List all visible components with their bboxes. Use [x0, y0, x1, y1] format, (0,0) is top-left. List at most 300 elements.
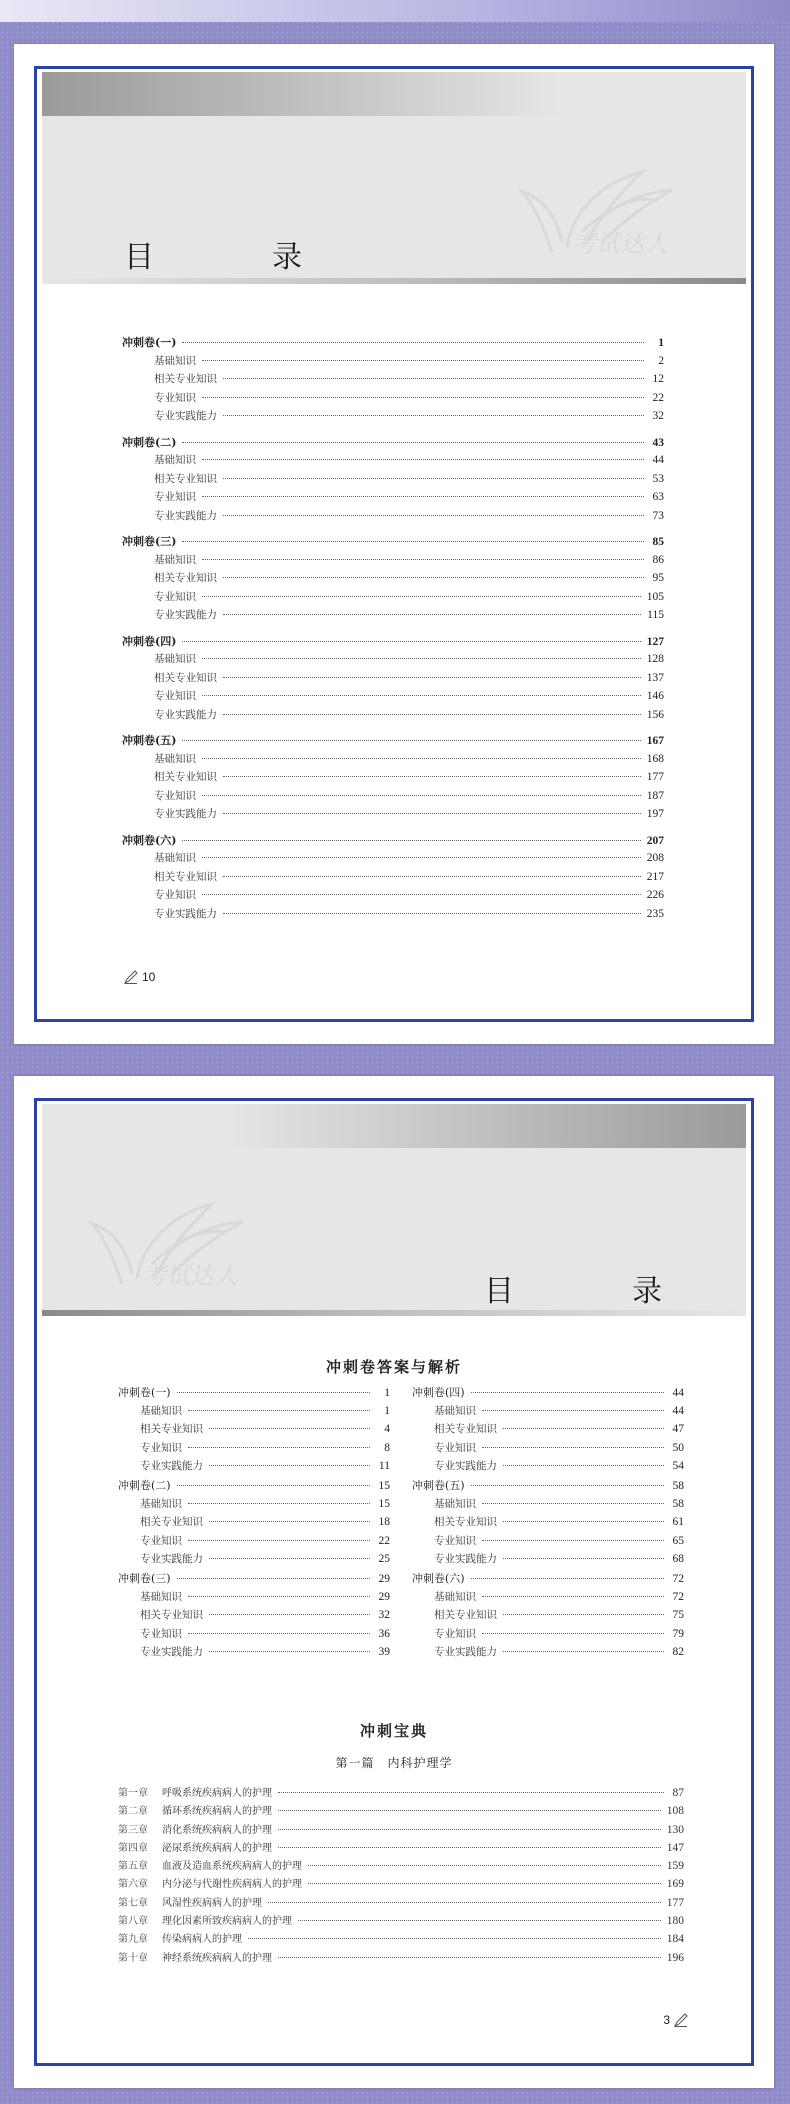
leader-dots	[223, 515, 644, 516]
toc-entry-label: 消化系统疾病病人的护理	[162, 1824, 272, 1836]
toc-entry-page: 156	[646, 708, 664, 721]
toc-entry-page: 115	[647, 609, 664, 621]
toc-entry-label: 基础知识	[140, 1404, 182, 1417]
toc-group-entry[interactable]	[122, 633, 664, 652]
leader-dots	[471, 1392, 664, 1393]
leader-dots	[223, 378, 644, 379]
chapter-number: 第六章	[118, 1879, 148, 1891]
leader-dots	[177, 1392, 370, 1393]
toc-entry-label: 基础知识	[434, 1497, 476, 1510]
toc-sub-entry[interactable]	[122, 906, 664, 925]
leader-dots	[202, 397, 644, 398]
part-title: 第一篇 内科护理学	[335, 1756, 453, 1770]
toc-entry-page: 105	[646, 590, 664, 603]
leader-dots	[503, 1614, 664, 1615]
leader-dots	[202, 894, 641, 895]
toc-entry-page: 1	[384, 1387, 390, 1399]
toc-entry-page: 32	[378, 1609, 390, 1622]
toc-sub-entry[interactable]	[122, 570, 664, 589]
leader-dots	[223, 577, 644, 578]
toc-entry-label: 相关专业知识	[140, 1516, 203, 1529]
leader-dots	[182, 342, 644, 343]
table-of-contents	[122, 334, 664, 924]
leader-dots	[202, 559, 644, 560]
toc-entry-label: 基础知识	[434, 1404, 476, 1417]
toc-entry-label: 相关专业知识	[434, 1516, 497, 1529]
toc-entry-label: 基础知识	[140, 1497, 182, 1510]
chapter-entry[interactable]	[118, 1875, 684, 1893]
toc-entry-label: 基础知识	[154, 852, 196, 864]
toc-entry-label: 泌尿系统疾病病人的护理	[162, 1842, 272, 1854]
toc-entry-page: 177	[646, 771, 664, 783]
toc-sub-entry[interactable]	[122, 688, 664, 707]
header-gradient-bar	[42, 72, 562, 116]
toc-sub-entry[interactable]	[412, 1533, 684, 1552]
leader-dots	[209, 1428, 370, 1429]
toc-entry-page: 147	[666, 1841, 684, 1854]
leader-dots	[182, 442, 644, 443]
leader-dots	[503, 1428, 664, 1429]
toc-entry-page: 72	[672, 1590, 684, 1603]
toc-entry-label: 相关专业知识	[154, 771, 217, 783]
toc-sub-entry[interactable]	[412, 1551, 684, 1570]
toc-entry-page: 87	[672, 1787, 684, 1799]
toc-entry-page: 4	[384, 1423, 390, 1436]
toc-entry-page: 11	[378, 1460, 390, 1473]
leader-dots	[188, 1410, 370, 1411]
toc-entry-page: 58	[672, 1479, 684, 1492]
toc-entry-page: 79	[672, 1627, 684, 1640]
toc-sub-entry[interactable]	[122, 508, 664, 527]
toc-entry-label: 冲刺卷(二)	[118, 1478, 171, 1492]
toc-entry-page: 75	[672, 1609, 684, 1622]
toc-entry-label: 基础知识	[154, 752, 196, 765]
toc-sub-entry[interactable]	[412, 1514, 684, 1533]
chapter-entry[interactable]	[118, 1857, 684, 1875]
leader-dots	[278, 1810, 661, 1811]
answers-toc	[118, 1384, 684, 1663]
leader-dots	[202, 596, 641, 597]
toc-entry-label: 专业实践能力	[154, 509, 217, 522]
toc-sub-entry[interactable]	[122, 552, 664, 571]
toc-entry-label: 基础知识	[154, 553, 196, 566]
leader-dots	[268, 1902, 661, 1903]
toc-entry-page: 15	[378, 1479, 390, 1492]
wing-logo-icon	[82, 1194, 282, 1304]
toc-sub-entry[interactable]	[118, 1514, 390, 1533]
page-header	[42, 72, 746, 284]
toc-entry-page: 25	[378, 1553, 390, 1566]
chapter-number: 第一章	[118, 1788, 148, 1799]
toc-entry-label: 基础知识	[154, 354, 196, 367]
toc-group-entry[interactable]	[412, 1570, 684, 1589]
leader-dots	[223, 415, 644, 416]
toc-entry-label: 冲刺卷(六)	[412, 1571, 465, 1585]
leader-dots	[182, 541, 644, 542]
toc-entry-page: 12	[652, 373, 664, 385]
toc-sub-entry[interactable]	[122, 589, 664, 608]
toc-entry-label: 冲刺卷(五)	[122, 734, 177, 747]
chapter-entry[interactable]	[118, 1930, 684, 1948]
toc-sub-entry[interactable]	[122, 887, 664, 906]
toc-sub-entry[interactable]	[118, 1458, 390, 1477]
logo-text: 考试达人	[572, 230, 668, 258]
leader-dots	[482, 1410, 664, 1411]
logo-text: 考试达人	[142, 1262, 238, 1290]
chapter-entry[interactable]	[118, 1839, 684, 1857]
toc-entry-label: 专业知识	[154, 491, 196, 503]
toc-sub-entry[interactable]	[118, 1589, 390, 1608]
leader-dots	[482, 1503, 664, 1504]
answers-toc-left-column	[118, 1384, 390, 1663]
leader-dots	[209, 1651, 370, 1652]
leader-dots	[209, 1614, 370, 1615]
leader-dots	[278, 1792, 664, 1793]
toc-entry-label: 传染病病人的护理	[162, 1934, 242, 1946]
toc-entry-label: 冲刺卷(三)	[122, 535, 177, 548]
chapter-entry[interactable]	[118, 1949, 684, 1967]
toc-entry-label: 风湿性疾病病人的护理	[162, 1897, 262, 1909]
toc-entry-label: 相关专业知识	[154, 870, 217, 883]
toc-entry-label: 基础知识	[140, 1590, 182, 1603]
toc-group-entry[interactable]	[122, 434, 664, 453]
toc-entry-label: 相关专业知识	[434, 1423, 497, 1436]
leader-dots	[503, 1558, 664, 1559]
toc-sub-entry[interactable]	[122, 869, 664, 888]
toc-group-entry[interactable]	[122, 832, 664, 851]
toc-sub-entry[interactable]	[118, 1421, 390, 1440]
leader-dots	[223, 614, 641, 615]
toc-entry-page: 8	[384, 1441, 390, 1454]
toc-sub-entry[interactable]	[118, 1607, 390, 1626]
leader-dots	[278, 1847, 661, 1848]
group-gap	[122, 825, 664, 832]
background-top-strip	[0, 0, 790, 22]
toc-page-2	[14, 1076, 774, 2088]
toc-entry-label: 专业实践能力	[434, 1646, 497, 1659]
header-bottom-bar	[42, 1310, 746, 1316]
toc-entry-label: 冲刺卷(一)	[122, 336, 177, 349]
toc-entry-label: 相关专业知识	[154, 472, 217, 485]
toc-group-entry[interactable]	[122, 533, 664, 552]
toc-entry-page: 68	[672, 1553, 684, 1566]
chapter-number: 第十章	[118, 1952, 148, 1964]
toc-sub-entry[interactable]	[122, 670, 664, 689]
toc-sub-entry[interactable]	[122, 408, 664, 427]
toc-sub-entry[interactable]	[412, 1403, 684, 1422]
leader-dots	[202, 459, 644, 460]
toc-group-entry[interactable]	[118, 1570, 390, 1589]
toc-sub-entry[interactable]	[122, 751, 664, 770]
toc-entry-label: 相关专业知识	[434, 1609, 497, 1622]
leader-dots	[503, 1465, 664, 1466]
toc-entry-label: 冲刺卷(一)	[118, 1386, 171, 1399]
toc-sub-entry[interactable]	[122, 390, 664, 409]
toc-entry-page: 208	[646, 852, 664, 864]
toc-sub-entry[interactable]	[412, 1626, 684, 1645]
leader-dots	[298, 1920, 661, 1921]
chapter-entry[interactable]	[118, 1784, 684, 1802]
toc-entry-page: 53	[652, 472, 664, 485]
toc-sub-entry[interactable]	[412, 1607, 684, 1626]
toc-entry-label: 基础知识	[434, 1590, 476, 1603]
leader-dots	[202, 795, 641, 796]
toc-entry-page: 44	[672, 1404, 684, 1417]
chapter-entry[interactable]	[118, 1912, 684, 1930]
toc-entry-page: 197	[646, 808, 664, 820]
chapter-entry[interactable]	[118, 1802, 684, 1820]
toc-entry-page: 50	[672, 1441, 684, 1454]
toc-entry-page: 39	[378, 1646, 390, 1659]
toc-sub-entry[interactable]	[412, 1458, 684, 1477]
leader-dots	[188, 1540, 370, 1541]
toc-entry-label: 专业知识	[434, 1441, 476, 1454]
toc-page-1	[14, 44, 774, 1044]
toc-sub-entry[interactable]	[412, 1589, 684, 1608]
toc-entry-label: 专业实践能力	[140, 1553, 203, 1566]
leader-dots	[188, 1447, 370, 1448]
toc-entry-page: 146	[646, 690, 664, 702]
leader-dots	[182, 641, 640, 642]
leader-dots	[248, 1938, 661, 1939]
toc-group-entry[interactable]	[122, 732, 664, 751]
group-gap	[122, 725, 664, 732]
toc-entry-label: 基础知识	[154, 653, 196, 665]
toc-group-entry[interactable]	[412, 1477, 684, 1496]
leader-dots	[482, 1447, 664, 1448]
toc-entry-page: 235	[646, 907, 664, 920]
toc-entry-label: 专业知识	[154, 789, 196, 802]
chapter-number: 第三章	[118, 1824, 148, 1836]
toc-sub-entry[interactable]	[412, 1440, 684, 1459]
leader-dots	[202, 496, 644, 497]
leader-dots	[223, 813, 641, 814]
toc-entry-label: 专业实践能力	[434, 1460, 497, 1473]
page-number	[663, 2013, 688, 2027]
toc-entry-label: 专业实践能力	[154, 609, 217, 621]
toc-entry-label: 专业知识	[154, 889, 196, 901]
page-number-text: 3	[663, 2013, 670, 2027]
leader-dots	[503, 1521, 664, 1522]
leader-dots	[223, 913, 641, 914]
answers-toc-right-column	[412, 1384, 684, 1663]
toc-entry-label: 专业知识	[434, 1534, 476, 1547]
toc-entry-page: 63	[652, 491, 664, 503]
toc-sub-entry[interactable]	[118, 1626, 390, 1645]
leader-dots	[471, 1485, 664, 1486]
toc-group-entry[interactable]	[118, 1384, 390, 1403]
toc-entry-page: 29	[378, 1572, 390, 1585]
toc-entry-page: 2	[658, 354, 664, 367]
leader-dots	[308, 1865, 661, 1866]
leader-dots	[223, 876, 641, 877]
group-gap	[122, 427, 664, 434]
chapter-list	[118, 1784, 684, 1967]
page-title: 目 录	[124, 240, 346, 275]
toc-group-entry[interactable]	[412, 1384, 684, 1403]
toc-entry-page: 130	[666, 1823, 684, 1836]
toc-group-entry[interactable]	[118, 1477, 390, 1496]
toc-entry-page: 86	[652, 553, 664, 566]
chapter-number: 第七章	[118, 1897, 148, 1909]
chapter-number: 第二章	[118, 1806, 148, 1818]
toc-entry-label: 专业知识	[140, 1441, 182, 1454]
toc-entry-page: 65	[672, 1534, 684, 1547]
leader-dots	[209, 1465, 370, 1466]
toc-entry-page: 44	[672, 1387, 684, 1399]
toc-entry-page: 44	[652, 454, 664, 466]
toc-entry-page: 22	[378, 1534, 390, 1547]
toc-entry-label: 专业实践能力	[140, 1646, 203, 1659]
chapter-number: 第九章	[118, 1934, 148, 1946]
toc-entry-label: 专业知识	[434, 1627, 476, 1640]
chapter-entry[interactable]	[118, 1894, 684, 1912]
toc-entry-page: 128	[646, 653, 664, 665]
toc-sub-entry[interactable]	[122, 489, 664, 508]
toc-entry-page: 15	[378, 1497, 390, 1510]
toc-entry-page: 58	[672, 1497, 684, 1510]
toc-sub-entry[interactable]	[122, 607, 664, 626]
toc-entry-label: 专业知识	[154, 391, 196, 404]
leader-dots	[209, 1558, 370, 1559]
toc-entry-page: 95	[652, 572, 664, 584]
group-gap	[122, 526, 664, 533]
toc-sub-entry[interactable]	[122, 806, 664, 825]
toc-sub-entry[interactable]	[412, 1421, 684, 1440]
pencil-icon	[124, 970, 138, 984]
page-number	[124, 970, 155, 984]
toc-entry-page: 85	[652, 536, 664, 548]
leader-dots	[482, 1596, 664, 1597]
leader-dots	[202, 658, 641, 659]
leader-dots	[223, 677, 641, 678]
toc-sub-entry[interactable]	[118, 1551, 390, 1570]
toc-entry-page: 61	[672, 1516, 684, 1529]
toc-sub-entry[interactable]	[122, 471, 664, 490]
leader-dots	[202, 857, 641, 858]
toc-entry-page: 226	[646, 889, 664, 901]
toc-entry-page: 47	[672, 1423, 684, 1436]
toc-sub-entry[interactable]	[122, 371, 664, 390]
leader-dots	[202, 758, 641, 759]
toc-entry-label: 冲刺卷(四)	[412, 1386, 465, 1399]
toc-sub-entry[interactable]	[122, 452, 664, 471]
toc-entry-label: 专业实践能力	[434, 1553, 497, 1566]
toc-entry-page: 82	[672, 1646, 684, 1659]
leader-dots	[503, 1651, 664, 1652]
toc-entry-label: 理化因素所致疾病病人的护理	[162, 1916, 292, 1928]
toc-entry-label: 冲刺卷(六)	[122, 833, 177, 847]
toc-entry-page: 177	[666, 1896, 684, 1909]
toc-sub-entry[interactable]	[118, 1440, 390, 1459]
toc-sub-entry[interactable]	[412, 1496, 684, 1515]
toc-sub-entry[interactable]	[122, 707, 664, 726]
toc-entry-page: 169	[666, 1878, 684, 1891]
toc-entry-page: 29	[378, 1590, 390, 1603]
toc-entry-label: 内分泌与代谢性疾病病人的护理	[162, 1879, 302, 1891]
toc-entry-page: 1	[384, 1404, 390, 1417]
toc-entry-page: 137	[646, 671, 664, 684]
toc-entry-label: 专业实践能力	[154, 410, 217, 422]
toc-entry-label: 冲刺卷(二)	[122, 435, 177, 449]
toc-entry-page: 180	[666, 1915, 684, 1928]
toc-entry-label: 专业知识	[140, 1627, 182, 1640]
toc-entry-label: 专业实践能力	[154, 907, 217, 920]
toc-entry-label: 冲刺卷(五)	[412, 1478, 465, 1492]
leader-dots	[177, 1485, 370, 1486]
toc-entry-label: 呼吸系统疾病病人的护理	[162, 1788, 272, 1799]
wing-logo-icon	[512, 162, 712, 272]
toc-entry-page: 207	[646, 834, 664, 847]
leader-dots	[223, 478, 644, 479]
leader-dots	[482, 1540, 664, 1541]
toc-entry-label: 专业实践能力	[140, 1460, 203, 1473]
toc-entry-page: 43	[652, 436, 664, 449]
toc-entry-label: 相关专业知识	[154, 572, 217, 584]
leader-dots	[223, 714, 641, 715]
chapter-entry[interactable]	[118, 1821, 684, 1839]
toc-sub-entry[interactable]	[118, 1496, 390, 1515]
toc-sub-entry[interactable]	[118, 1644, 390, 1663]
toc-entry-label: 冲刺卷(四)	[122, 634, 177, 648]
toc-sub-entry[interactable]	[122, 769, 664, 788]
leader-dots	[182, 840, 640, 841]
leader-dots	[202, 360, 644, 361]
toc-entry-page: 54	[672, 1460, 684, 1473]
toc-entry-page: 72	[672, 1572, 684, 1585]
toc-entry-page: 168	[646, 752, 664, 765]
leader-dots	[223, 776, 641, 777]
answers-section-title: 冲刺卷答案与解析	[325, 1358, 462, 1376]
toc-sub-entry[interactable]	[122, 353, 664, 372]
toc-entry-page: 127	[646, 635, 664, 648]
group-gap	[122, 626, 664, 633]
toc-entry-page: 196	[666, 1951, 684, 1964]
toc-sub-entry[interactable]	[122, 651, 664, 670]
toc-sub-entry[interactable]	[118, 1533, 390, 1552]
toc-entry-page: 32	[652, 410, 664, 422]
toc-entry-page: 187	[646, 789, 664, 802]
leader-dots	[308, 1883, 661, 1884]
toc-sub-entry[interactable]	[122, 788, 664, 807]
toc-entry-page: 217	[646, 870, 664, 883]
toc-entry-page: 18	[378, 1516, 390, 1529]
page-header	[42, 1104, 746, 1316]
toc-sub-entry[interactable]	[118, 1403, 390, 1422]
toc-entry-page: 36	[378, 1627, 390, 1640]
toc-entry-label: 神经系统疾病病人的护理	[162, 1952, 272, 1964]
header-gradient-bar	[226, 1104, 746, 1148]
leader-dots	[278, 1957, 661, 1958]
leader-dots	[188, 1503, 370, 1504]
toc-sub-entry[interactable]	[122, 850, 664, 869]
toc-sub-entry[interactable]	[412, 1644, 684, 1663]
toc-entry-label: 循环系统疾病病人的护理	[162, 1806, 272, 1818]
toc-entry-page: 184	[666, 1933, 684, 1946]
toc-entry-page: 22	[652, 391, 664, 404]
chapter-number: 第五章	[118, 1861, 148, 1873]
toc-entry-label: 专业实践能力	[154, 708, 217, 721]
leader-dots	[209, 1521, 370, 1522]
toc-entry-label: 相关专业知识	[140, 1609, 203, 1622]
leader-dots	[188, 1596, 370, 1597]
toc-group-entry[interactable]	[122, 334, 664, 353]
toc-entry-label: 专业知识	[140, 1534, 182, 1547]
toc-entry-page: 1	[658, 337, 664, 349]
leader-dots	[177, 1578, 370, 1579]
chapter-number: 第四章	[118, 1842, 148, 1854]
chapter-number: 第八章	[118, 1916, 148, 1928]
